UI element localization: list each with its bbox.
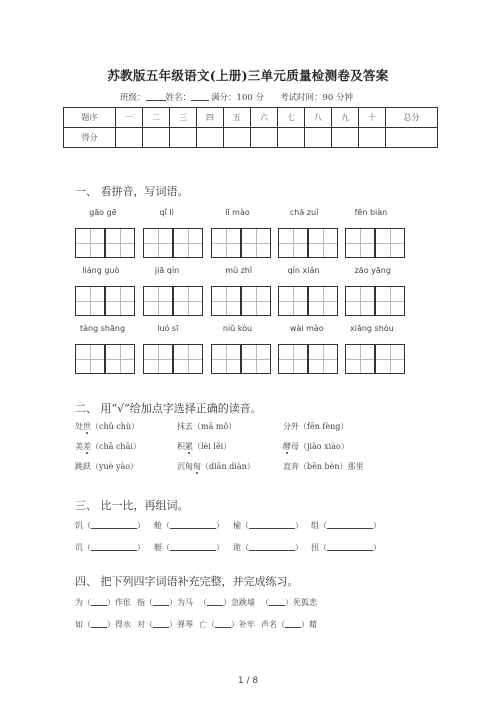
pinyin-label: gāo gē xyxy=(89,208,117,217)
word-blank[interactable] xyxy=(170,543,216,551)
reading-choice[interactable] xyxy=(283,421,348,432)
idiom-item xyxy=(261,620,317,629)
idiom-item xyxy=(199,620,255,629)
score-header-cell: 八 xyxy=(305,108,332,128)
score-table xyxy=(63,107,438,148)
paren-open: （ xyxy=(319,521,327,530)
score-header-cell: 七 xyxy=(278,108,305,128)
writing-box[interactable] xyxy=(375,344,405,374)
idiom-item xyxy=(75,620,131,629)
pinyin-label: xiǎng shòu xyxy=(350,324,394,333)
dotted-char: 累 xyxy=(185,442,193,451)
idiom-blank[interactable] xyxy=(153,620,169,628)
paren-close: ） xyxy=(373,543,381,552)
paren-close: ） xyxy=(216,521,224,530)
score-cell[interactable] xyxy=(143,128,170,148)
name-blank[interactable] xyxy=(191,92,209,101)
dotted-char: 酵 xyxy=(283,442,291,451)
writing-box[interactable] xyxy=(211,228,241,258)
score-cell[interactable] xyxy=(251,128,278,148)
writing-box[interactable] xyxy=(375,228,405,258)
paren-open: （ xyxy=(241,521,249,530)
exam-time: 考试时间：90 分钟 xyxy=(279,93,353,103)
score-header-cell: 一 xyxy=(116,108,143,128)
idiom-blank[interactable] xyxy=(215,620,231,628)
idiom-blank[interactable] xyxy=(91,620,107,628)
writing-box[interactable] xyxy=(75,344,105,374)
writing-box[interactable] xyxy=(211,344,241,374)
writing-box[interactable] xyxy=(173,228,203,258)
compare-char: 扭 xyxy=(311,543,319,552)
idiom-part: ）藉 xyxy=(301,620,317,629)
paren-open: （ xyxy=(162,521,170,530)
pinyin-label: luó sī xyxy=(157,324,179,333)
dotted-char: 差 xyxy=(83,442,91,451)
pinyin-label: tàng shāng xyxy=(80,324,126,333)
pinyin-label: jiā qín xyxy=(154,266,180,275)
writing-box[interactable] xyxy=(345,286,375,316)
writing-box[interactable] xyxy=(75,228,105,258)
paren-open: （ xyxy=(162,543,170,552)
word-blank[interactable] xyxy=(327,543,373,551)
word-blank[interactable] xyxy=(91,521,137,529)
idiom-row xyxy=(75,619,323,630)
pinyin-label: niǔ kòu xyxy=(222,324,253,333)
choice-text: 分外（fēn fèng） xyxy=(283,422,349,431)
score-cell[interactable] xyxy=(305,128,332,148)
compare-char: 诡 xyxy=(233,543,241,552)
choice-text: （diān diàn） xyxy=(201,462,255,471)
paren-close: ） xyxy=(295,543,303,552)
paren-close: ） xyxy=(137,521,145,530)
reading-choice[interactable] xyxy=(283,441,349,452)
dotted-char: 世 xyxy=(83,422,91,431)
writing-box[interactable] xyxy=(173,344,203,374)
paren-close: ） xyxy=(295,521,303,530)
idiom-item xyxy=(137,620,193,629)
choice-text: 沉甸 xyxy=(177,462,193,471)
writing-box[interactable] xyxy=(211,286,241,316)
compare-item xyxy=(311,542,381,553)
name-label: 姓名： xyxy=(165,93,192,103)
choice-text: 积 xyxy=(177,442,185,451)
score-header-cell: 五 xyxy=(224,108,251,128)
score-cell[interactable] xyxy=(278,128,305,148)
paren-open: （ xyxy=(241,543,249,552)
pinyin-label: zāo yāng xyxy=(354,266,391,275)
idiom-blank[interactable] xyxy=(269,598,285,606)
word-blank[interactable] xyxy=(249,521,295,529)
word-blank[interactable] xyxy=(327,521,373,529)
paren-open: （ xyxy=(83,521,91,530)
compare-char: 讥 xyxy=(75,543,83,552)
writing-box[interactable] xyxy=(143,344,173,374)
pinyin-label: qǐ lì xyxy=(159,208,174,217)
score-row-label: 得分 xyxy=(64,128,116,148)
compare-char: 饥 xyxy=(75,521,83,530)
word-blank[interactable] xyxy=(91,543,137,551)
reading-choice[interactable] xyxy=(177,441,231,452)
word-blank[interactable] xyxy=(249,543,295,551)
score-header-cell: 四 xyxy=(197,108,224,128)
writing-box[interactable] xyxy=(173,286,203,316)
compare-item xyxy=(311,520,381,531)
pinyin-label: fēn biàn xyxy=(354,208,388,217)
idiom-part: ）死狐悲 xyxy=(285,598,317,607)
writing-box[interactable] xyxy=(345,344,375,374)
idiom-part: ）得水 xyxy=(107,620,131,629)
choice-text: 母（jiào xiào） xyxy=(291,442,349,451)
score-header-cell: 九 xyxy=(332,108,359,128)
idiom-part: （ xyxy=(199,598,207,607)
idiom-item xyxy=(261,598,317,607)
pinyin-label: lǐ mào xyxy=(225,208,250,217)
writing-box[interactable] xyxy=(278,344,308,374)
section3-title: 三、 比一比，再组词。 xyxy=(75,499,189,512)
reading-choice[interactable] xyxy=(75,421,139,432)
pinyin-label: chā zuǐ xyxy=(289,208,319,217)
word-blank[interactable] xyxy=(170,521,216,529)
pinyin-label: qín xián xyxy=(287,266,320,275)
reading-choice[interactable] xyxy=(177,421,236,432)
idiom-part: 亡（ xyxy=(199,620,215,629)
score-cell[interactable] xyxy=(116,128,143,148)
idiom-blank[interactable] xyxy=(207,598,223,606)
idiom-blank[interactable] xyxy=(285,620,301,628)
idiom-part: （ xyxy=(261,598,269,607)
score-header-row xyxy=(64,108,438,128)
score-header-cell: 总分 xyxy=(386,108,438,128)
reading-choice[interactable] xyxy=(177,461,255,472)
score-header-cell: 十 xyxy=(359,108,386,128)
score-header-cell: 三 xyxy=(170,108,197,128)
choice-text: 处 xyxy=(75,422,83,431)
writing-box[interactable] xyxy=(308,228,338,258)
full-score: 满分：100 分 xyxy=(211,93,264,103)
idiom-part: ）作伥 xyxy=(107,598,131,607)
compare-item xyxy=(233,542,303,553)
score-cell[interactable] xyxy=(359,128,386,148)
writing-box[interactable] xyxy=(375,286,405,316)
idiom-item xyxy=(199,598,255,607)
writing-box[interactable] xyxy=(308,286,338,316)
choice-text: 美 xyxy=(75,442,83,451)
writing-box[interactable] xyxy=(143,286,173,316)
idiom-part: 指（ xyxy=(137,598,153,607)
compare-item xyxy=(154,542,224,553)
score-header-cell: 题序 xyxy=(64,108,116,128)
idiom-part: 为（ xyxy=(75,598,91,607)
paren-close: ） xyxy=(373,521,381,530)
reading-choice[interactable] xyxy=(75,441,141,452)
class-label: 班级： xyxy=(120,93,146,103)
compare-char: 舱 xyxy=(154,521,162,530)
score-cell[interactable] xyxy=(332,128,359,148)
writing-box[interactable] xyxy=(278,286,308,316)
choice-text: （lèi lěi） xyxy=(193,442,232,451)
page-number: 1 / 8 xyxy=(237,676,259,686)
paren-close: ） xyxy=(137,543,145,552)
score-row xyxy=(64,128,438,148)
writing-box[interactable] xyxy=(308,344,338,374)
writing-box[interactable] xyxy=(241,286,271,316)
dotted-char: 甸 xyxy=(193,462,201,471)
page-title: 苏教版五年级语文(上册)三单元质量检测卷及答案 xyxy=(107,68,389,83)
writing-box[interactable] xyxy=(241,344,271,374)
score-cell[interactable] xyxy=(170,128,197,148)
writing-box[interactable] xyxy=(143,228,173,258)
compare-item xyxy=(233,520,303,531)
pinyin-label: wài mào xyxy=(289,324,324,333)
section4-title: 四、 把下列四字词语补充完整，并完成练习。 xyxy=(75,575,299,588)
writing-box[interactable] xyxy=(241,228,271,258)
idiom-item xyxy=(137,598,193,607)
compare-char: 榆 xyxy=(233,521,241,530)
score-header-cell: 二 xyxy=(143,108,170,128)
idiom-part: ）补牢 xyxy=(231,620,255,629)
compare-item xyxy=(75,542,145,553)
idiom-part: ）弹琴 xyxy=(169,620,193,629)
idiom-part: 对（ xyxy=(137,620,153,629)
idiom-part: ）为马 xyxy=(169,598,193,607)
compare-item xyxy=(154,520,224,531)
score-cell[interactable] xyxy=(386,128,438,148)
exam-info xyxy=(120,91,353,103)
paren-close: ） xyxy=(216,543,224,552)
choice-text: 抹去（mā mǒ） xyxy=(177,422,237,431)
idiom-blank[interactable] xyxy=(153,598,169,606)
writing-box[interactable] xyxy=(105,344,135,374)
pinyin-label: liáng guò xyxy=(82,266,120,275)
writing-box[interactable] xyxy=(105,228,135,258)
idiom-part: ）急跳墙 xyxy=(223,598,255,607)
pinyin-label: mǔ zhǐ xyxy=(225,266,253,275)
idiom-part: 如（ xyxy=(75,620,91,629)
idiom-item xyxy=(75,598,131,607)
compare-char: 组 xyxy=(311,521,319,530)
writing-box[interactable] xyxy=(75,286,105,316)
paren-open: （ xyxy=(83,543,91,552)
writing-box[interactable] xyxy=(105,286,135,316)
writing-box[interactable] xyxy=(278,228,308,258)
compare-char: 艇 xyxy=(154,543,162,552)
score-header-cell: 六 xyxy=(251,108,278,128)
compare-item xyxy=(75,520,145,531)
choice-text: （chǔ chù） xyxy=(91,422,140,431)
choice-text: 直奔（bēn bèn）那里 xyxy=(283,462,364,471)
score-cell[interactable] xyxy=(197,128,224,148)
paren-open: （ xyxy=(319,543,327,552)
reading-choice[interactable] xyxy=(283,461,364,472)
reading-choice[interactable] xyxy=(75,461,138,472)
section1-title: 一、 看拼音，写词语。 xyxy=(75,185,189,198)
section2-title: 二、 用“√”给加点字选择正确的读音。 xyxy=(75,402,262,415)
score-cell[interactable] xyxy=(224,128,251,148)
choice-text: 跳跃（yuè yào） xyxy=(75,462,139,471)
class-blank[interactable] xyxy=(146,92,166,101)
idiom-part: 声名（ xyxy=(261,620,285,629)
idiom-blank[interactable] xyxy=(91,598,107,606)
writing-box[interactable] xyxy=(345,228,375,258)
choice-text: （chā chāi） xyxy=(91,442,141,451)
idiom-row xyxy=(75,597,323,608)
